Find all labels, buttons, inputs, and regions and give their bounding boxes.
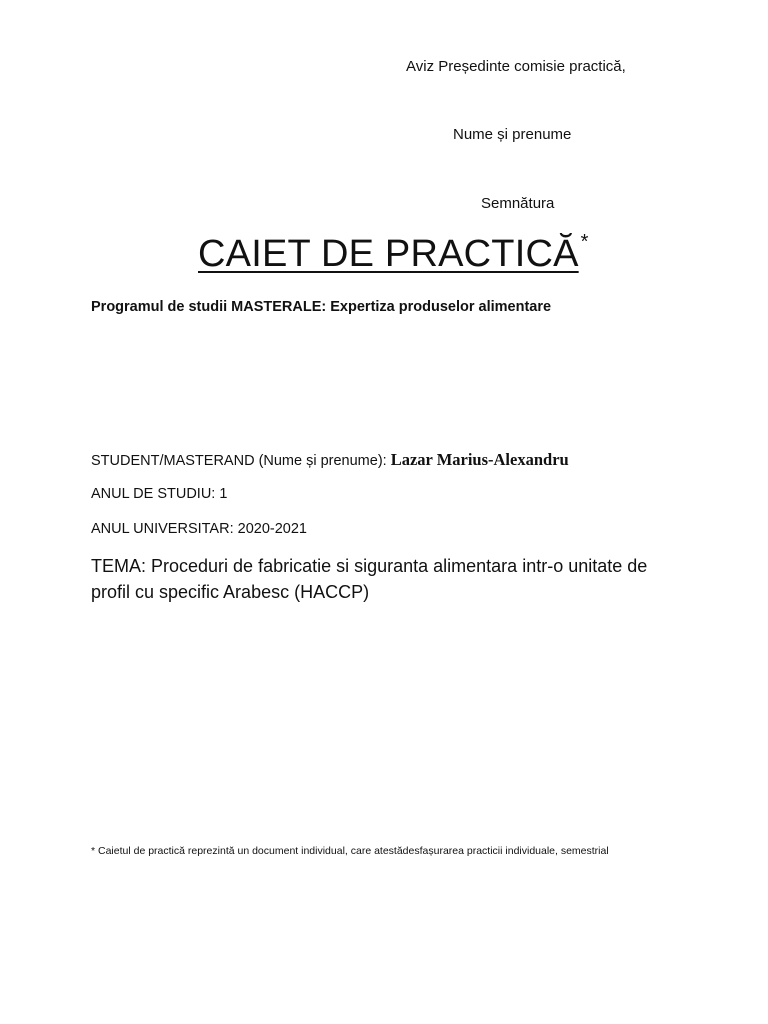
title-footnote-mark: *: [580, 231, 589, 253]
title-text: CAIET DE PRACTICĂ: [198, 233, 579, 275]
study-program: Programul de studii MASTERALE: Expertiza produselor alimentare: [91, 299, 552, 315]
student-label: STUDENT/MASTERAND (Nume și prenume):: [91, 453, 391, 469]
study-year-label: ANUL DE STUDIU:: [91, 486, 220, 502]
university-year-value: 2020-2021: [237, 521, 307, 537]
university-year-row: [91, 521, 307, 537]
name-label: Nume și prenume: [453, 126, 572, 143]
signature-label: Semnătura: [481, 195, 555, 212]
student-row: [91, 450, 569, 470]
theme-text: TEMA: Proceduri de fabricatie si siguranta alimentara intr-o unitate de profil cu specific Arabesc (HACCP): [91, 556, 648, 602]
page-title: [198, 233, 587, 276]
footnote: * Caietul de practică reprezintă un document individual, care atestădesfașurarea practicii individuale, semestrial: [91, 845, 609, 857]
student-name: Lazar Marius-Alexandru: [390, 450, 569, 469]
approval-label: Aviz Președinte comisie practică,: [406, 58, 626, 75]
study-year-value: 1: [219, 486, 228, 502]
study-year-row: [91, 486, 227, 502]
university-year-label: ANUL UNIVERSITAR:: [91, 521, 238, 537]
